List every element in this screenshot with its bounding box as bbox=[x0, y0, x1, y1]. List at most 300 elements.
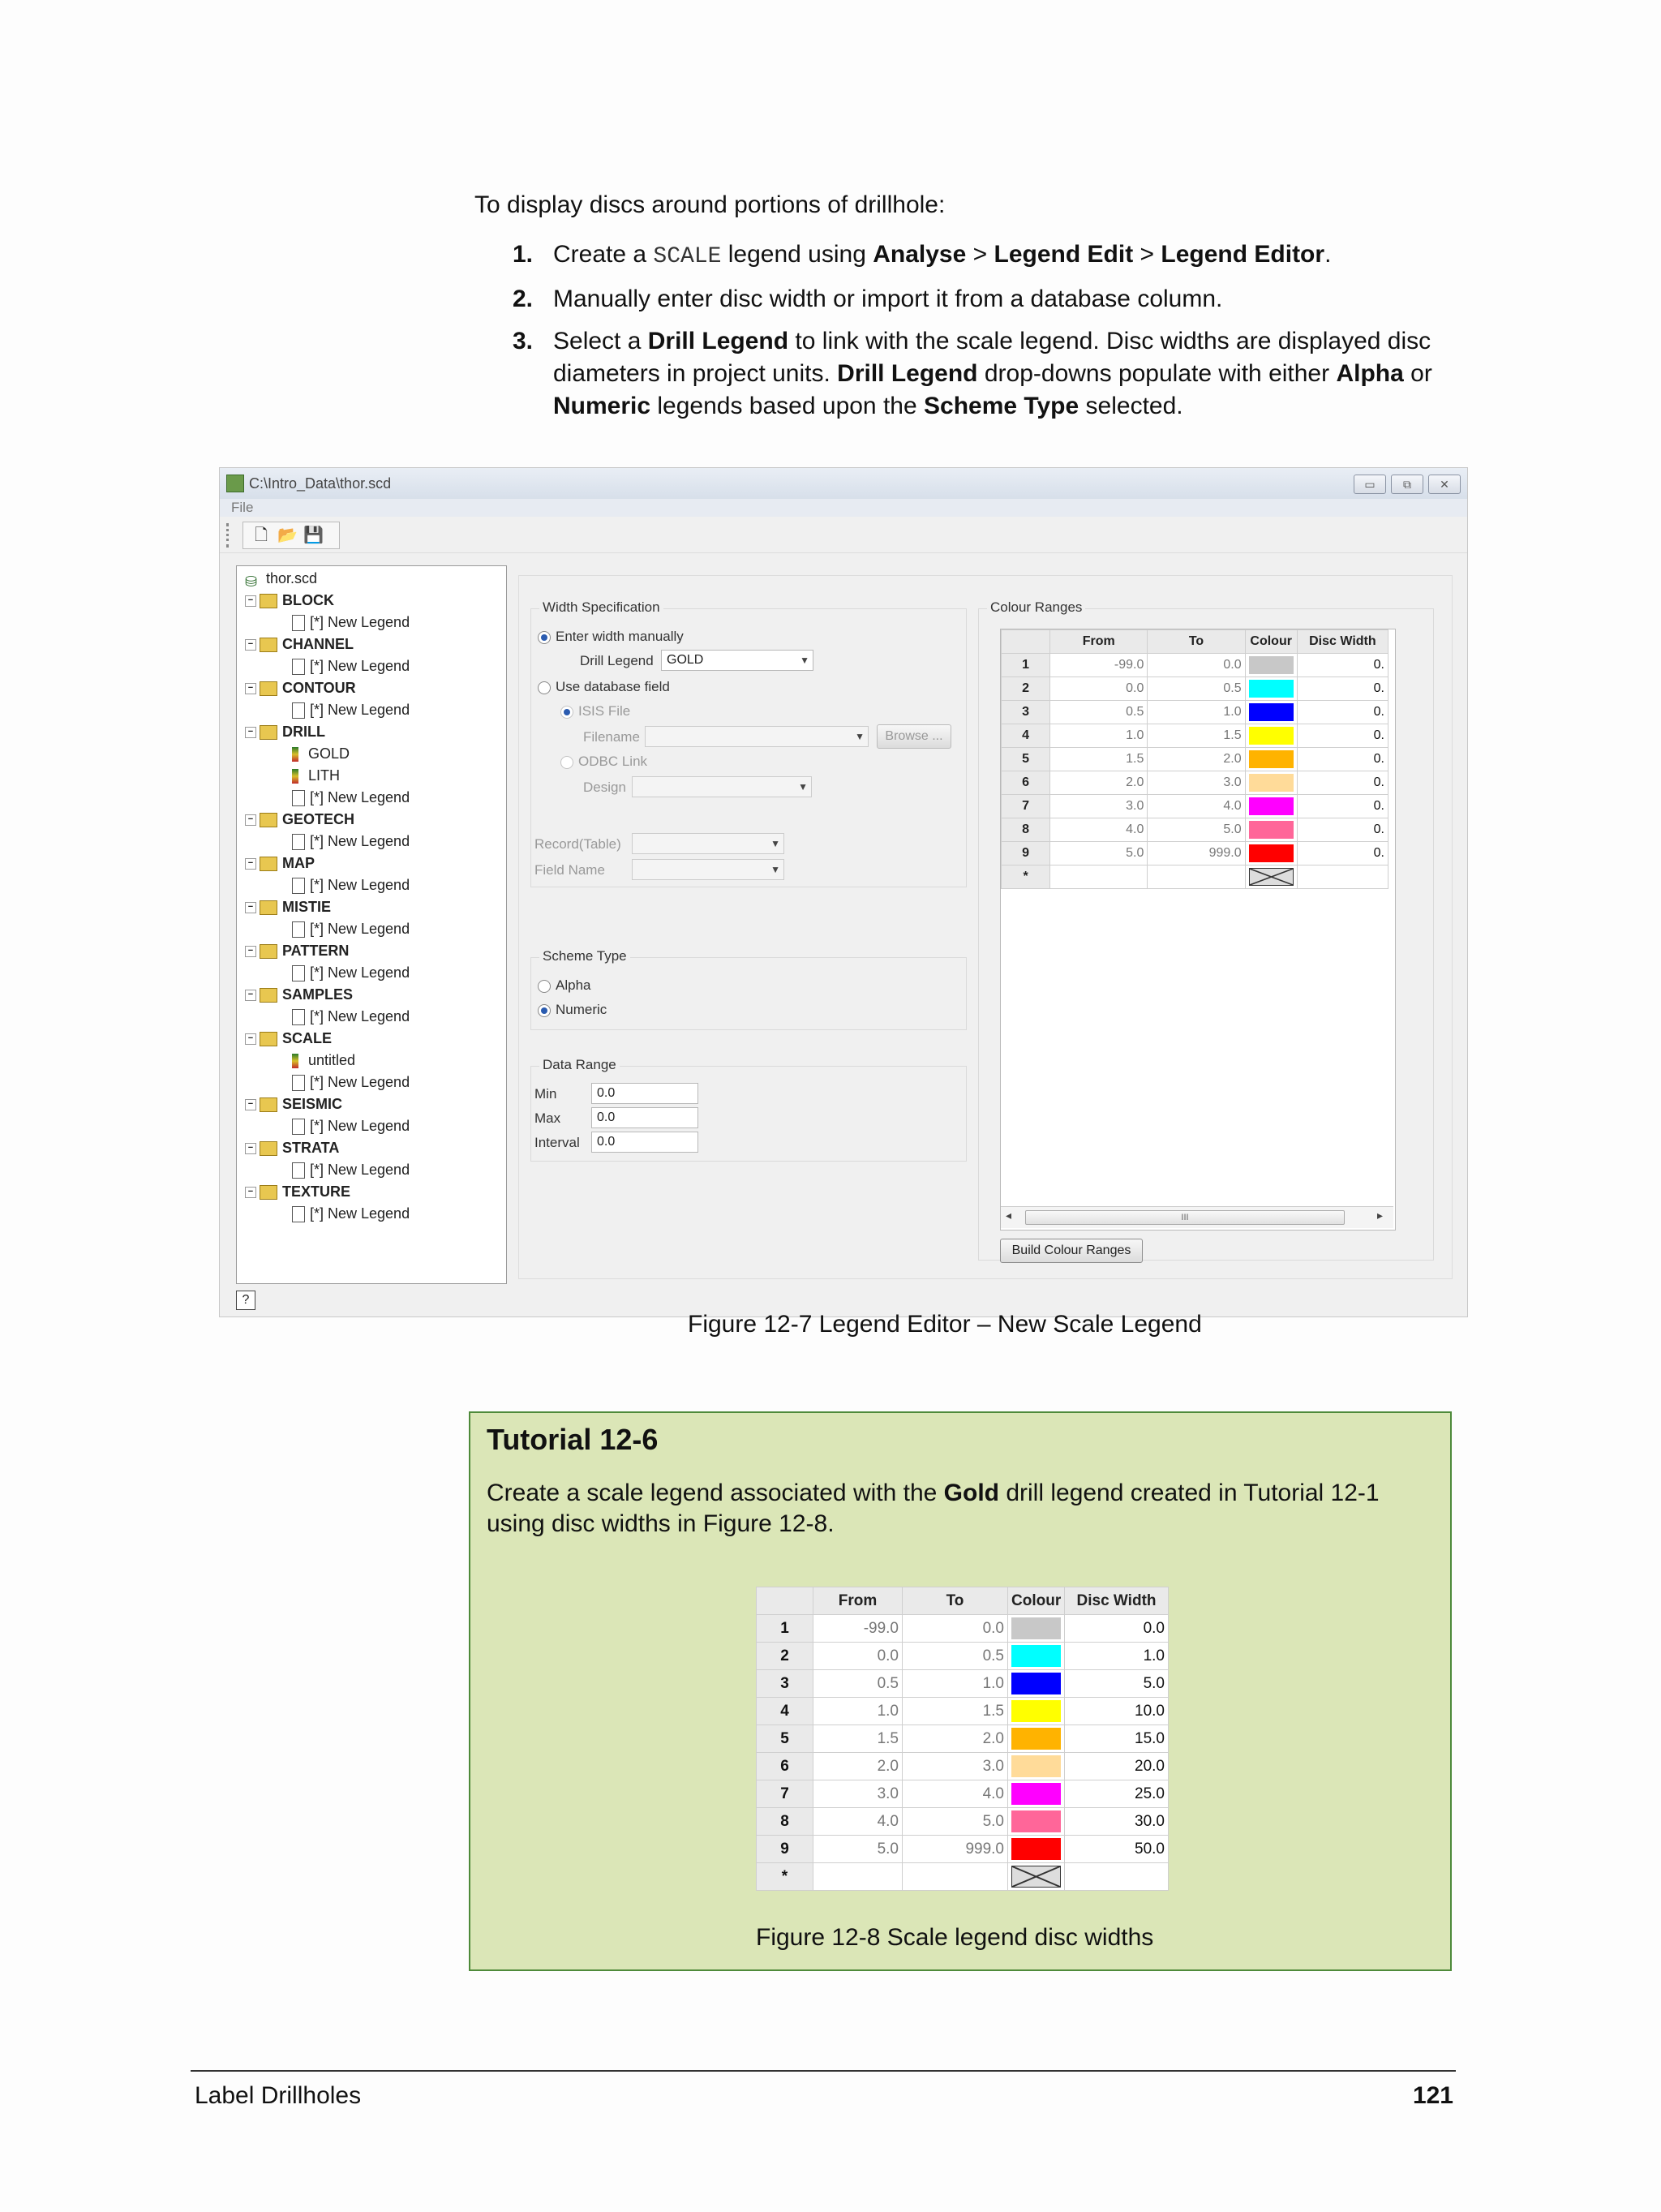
from-cell[interactable]: 1.0 bbox=[1050, 724, 1148, 748]
tree-item-label: [*] New Legend bbox=[310, 658, 410, 674]
from-cell[interactable] bbox=[813, 1863, 903, 1891]
bold-text: Gold bbox=[943, 1480, 999, 1506]
scheme-type-group bbox=[530, 948, 967, 1030]
colour-swatch[interactable] bbox=[1011, 1700, 1061, 1722]
table-row[interactable] bbox=[1002, 795, 1388, 818]
from-cell[interactable]: 1.0 bbox=[813, 1698, 903, 1725]
folder-icon bbox=[260, 638, 277, 652]
to-cell[interactable]: 3.0 bbox=[903, 1753, 1008, 1780]
table-row[interactable] bbox=[757, 1780, 1169, 1808]
new-legend-icon bbox=[292, 965, 305, 981]
tree-category-mistie[interactable] bbox=[245, 896, 331, 917]
to-cell[interactable] bbox=[903, 1863, 1008, 1891]
from-cell[interactable]: -99.0 bbox=[813, 1615, 903, 1643]
maximize-icon[interactable]: ⧉ bbox=[1391, 475, 1423, 494]
to-cell[interactable]: 0.0 bbox=[903, 1615, 1008, 1643]
bold-text: Alpha bbox=[1336, 360, 1404, 387]
row-number: 5 bbox=[757, 1725, 813, 1753]
legend-bar-icon bbox=[292, 747, 298, 762]
table-row[interactable] bbox=[757, 1836, 1169, 1863]
toolbar bbox=[220, 518, 1467, 553]
row-number: 5 bbox=[1002, 748, 1050, 771]
row-number: 6 bbox=[757, 1753, 813, 1780]
text-run: Select a bbox=[553, 328, 648, 354]
menu-file[interactable]: File bbox=[231, 500, 254, 515]
collapse-icon[interactable]: − bbox=[245, 946, 256, 957]
step-number: 2. bbox=[513, 286, 534, 312]
disc-width-cell[interactable]: 25.0 bbox=[1065, 1780, 1169, 1808]
tree-item[interactable] bbox=[292, 1203, 410, 1224]
interval-label: Interval bbox=[534, 1135, 580, 1150]
disc-width-cell[interactable]: 0. bbox=[1297, 677, 1388, 701]
new-legend-icon bbox=[292, 834, 305, 850]
colour-ranges-grid bbox=[1001, 629, 1388, 889]
to-cell[interactable]: 999.0 bbox=[903, 1836, 1008, 1863]
colour-swatch[interactable] bbox=[1249, 821, 1294, 839]
tree-item[interactable] bbox=[292, 918, 410, 939]
collapse-icon[interactable]: − bbox=[245, 902, 256, 913]
step-text bbox=[553, 283, 1470, 316]
row-number: 2 bbox=[757, 1643, 813, 1670]
colour-ranges-title: Colour Ranges bbox=[987, 599, 1085, 616]
min-input[interactable]: 0.0 bbox=[591, 1083, 698, 1104]
colour-swatch[interactable] bbox=[1249, 844, 1294, 862]
from-cell[interactable]: 3.0 bbox=[813, 1780, 903, 1808]
new-file-icon[interactable]: 🗋 bbox=[254, 526, 268, 544]
table-row[interactable] bbox=[1002, 748, 1388, 771]
from-cell[interactable]: 2.0 bbox=[813, 1753, 903, 1780]
colour-swatch[interactable] bbox=[1249, 797, 1294, 815]
use-database-field-radio[interactable] bbox=[538, 679, 670, 695]
design-dropdown[interactable] bbox=[632, 776, 812, 797]
scroll-left-icon[interactable]: ◂ bbox=[1006, 1209, 1012, 1222]
tree-category-contour[interactable] bbox=[245, 677, 356, 698]
tree-item[interactable] bbox=[292, 1006, 410, 1027]
row-number: 7 bbox=[1002, 795, 1050, 818]
table-row[interactable] bbox=[1002, 701, 1388, 724]
record-table-label: Record(Table) bbox=[534, 836, 621, 852]
disc-width-cell[interactable]: 20.0 bbox=[1065, 1753, 1169, 1780]
colour-swatch[interactable] bbox=[1011, 1810, 1061, 1832]
odbc-link-radio[interactable] bbox=[560, 754, 647, 770]
table-row[interactable] bbox=[1002, 818, 1388, 842]
figure-12-8-caption: Figure 12-8 Scale legend disc widths bbox=[756, 1924, 1154, 1951]
row-number: 3 bbox=[757, 1670, 813, 1698]
step-number: 3. bbox=[513, 328, 534, 354]
to-cell[interactable]: 0.0 bbox=[1148, 654, 1245, 677]
chevron-down-icon: ▼ bbox=[770, 864, 780, 875]
disc-width-cell[interactable]: 0. bbox=[1297, 654, 1388, 677]
table-row[interactable] bbox=[757, 1753, 1169, 1780]
colour-cell[interactable] bbox=[1245, 724, 1297, 748]
new-legend-icon bbox=[292, 1206, 305, 1222]
tree-category-drill[interactable] bbox=[245, 721, 325, 742]
text-run: Manually enter disc width or import it from a database column. bbox=[553, 286, 1223, 312]
radio-icon bbox=[538, 980, 551, 993]
drill-legend-label: Drill Legend bbox=[580, 653, 654, 668]
to-cell[interactable]: 1.5 bbox=[1148, 724, 1245, 748]
tree-category-seismic[interactable] bbox=[245, 1093, 342, 1115]
text-run: legends based upon the bbox=[650, 393, 924, 419]
app-icon bbox=[226, 475, 244, 492]
disc-width-cell[interactable]: 0. bbox=[1297, 724, 1388, 748]
to-cell[interactable]: 0.5 bbox=[1148, 677, 1245, 701]
isis-file-radio[interactable] bbox=[560, 703, 630, 719]
tree-category-label: STRATA bbox=[282, 1140, 340, 1156]
tree-item-label: [*] New Legend bbox=[310, 614, 410, 630]
disc-width-cell[interactable]: 0. bbox=[1297, 795, 1388, 818]
tree-item[interactable] bbox=[292, 874, 410, 896]
to-cell[interactable]: 2.0 bbox=[1148, 748, 1245, 771]
grid-corner bbox=[757, 1587, 813, 1615]
colour-swatch[interactable] bbox=[1011, 1783, 1061, 1805]
table-row[interactable] bbox=[757, 1808, 1169, 1836]
numeric-label: Numeric bbox=[556, 1002, 607, 1017]
tree-category-label: BLOCK bbox=[282, 592, 334, 608]
tree-category-label: TEXTURE bbox=[282, 1183, 351, 1200]
new-row[interactable] bbox=[1002, 865, 1388, 889]
tutorial-title: Tutorial 12-6 bbox=[487, 1423, 659, 1456]
filename-dropdown[interactable] bbox=[645, 726, 869, 747]
disc-width-cell[interactable]: 0. bbox=[1297, 748, 1388, 771]
new-legend-icon bbox=[292, 702, 305, 719]
from-cell[interactable]: 2.0 bbox=[1050, 771, 1148, 795]
scroll-right-icon[interactable]: ▸ bbox=[1377, 1209, 1384, 1222]
colour-cell[interactable] bbox=[1245, 818, 1297, 842]
from-cell[interactable]: 5.0 bbox=[813, 1836, 903, 1863]
colour-cell[interactable] bbox=[1008, 1780, 1065, 1808]
colour-swatch[interactable] bbox=[1249, 774, 1294, 792]
enter-width-manually-radio[interactable] bbox=[538, 629, 684, 645]
radio-icon bbox=[538, 1004, 551, 1017]
tutorial-box bbox=[469, 1411, 1452, 1971]
from-cell[interactable]: 0.5 bbox=[1050, 701, 1148, 724]
row-number: 2 bbox=[1002, 677, 1050, 701]
tree-category-map[interactable] bbox=[245, 853, 315, 874]
collapse-icon[interactable]: − bbox=[245, 1033, 256, 1045]
to-cell[interactable] bbox=[1148, 865, 1245, 889]
table-row[interactable] bbox=[1002, 677, 1388, 701]
to-cell[interactable]: 1.5 bbox=[903, 1698, 1008, 1725]
table-row[interactable] bbox=[757, 1615, 1169, 1643]
disc-width-cell[interactable]: 10.0 bbox=[1065, 1698, 1169, 1725]
collapse-icon[interactable]: − bbox=[245, 814, 256, 826]
colour-cell[interactable] bbox=[1008, 1753, 1065, 1780]
tree-item[interactable] bbox=[292, 1159, 410, 1180]
from-cell[interactable]: 5.0 bbox=[1050, 842, 1148, 865]
to-cell[interactable]: 0.5 bbox=[903, 1643, 1008, 1670]
folder-icon bbox=[260, 813, 277, 827]
to-cell[interactable]: 2.0 bbox=[903, 1725, 1008, 1753]
folder-icon bbox=[260, 594, 277, 608]
new-legend-icon bbox=[292, 1009, 305, 1025]
column-header: Colour bbox=[1245, 630, 1297, 654]
chevron-down-icon: ▼ bbox=[855, 731, 865, 742]
minimize-icon[interactable]: ▭ bbox=[1354, 475, 1386, 494]
max-label: Max bbox=[534, 1110, 561, 1126]
folder-icon bbox=[260, 725, 277, 740]
collapse-icon[interactable]: − bbox=[245, 1143, 256, 1154]
colour-cell[interactable] bbox=[1245, 865, 1297, 889]
save-icon[interactable]: 💾 bbox=[303, 526, 324, 544]
colour-swatch[interactable] bbox=[1011, 1838, 1061, 1860]
to-cell[interactable]: 1.0 bbox=[903, 1670, 1008, 1698]
tree-item[interactable] bbox=[292, 962, 410, 983]
tree-item[interactable] bbox=[292, 1072, 410, 1093]
tree-item-label: [*] New Legend bbox=[310, 1118, 410, 1134]
tree-category-channel[interactable] bbox=[245, 634, 354, 655]
new-legend-icon bbox=[292, 1162, 305, 1179]
tree-item[interactable] bbox=[292, 765, 340, 786]
empty-colour-icon[interactable] bbox=[1249, 868, 1294, 886]
collapse-icon[interactable]: − bbox=[245, 683, 256, 694]
scroll-thumb[interactable]: III bbox=[1025, 1210, 1345, 1225]
colour-cell[interactable] bbox=[1008, 1836, 1065, 1863]
table-row[interactable] bbox=[1002, 771, 1388, 795]
colour-cell[interactable] bbox=[1245, 677, 1297, 701]
row-number: 1 bbox=[757, 1615, 813, 1643]
legend-editor-window bbox=[219, 467, 1468, 1317]
alpha-radio[interactable] bbox=[538, 977, 590, 994]
folder-icon bbox=[260, 857, 277, 871]
table-row[interactable] bbox=[1002, 842, 1388, 865]
intro-text: To display discs around portions of drillhole: bbox=[474, 191, 946, 218]
tree-item-label: [*] New Legend bbox=[310, 1008, 410, 1024]
text-run: drop-downs populate with either bbox=[977, 360, 1337, 387]
tree-item[interactable] bbox=[292, 787, 410, 808]
colour-swatch[interactable] bbox=[1011, 1755, 1061, 1777]
disc-width-cell[interactable]: 0. bbox=[1297, 818, 1388, 842]
text-run: legend using bbox=[721, 241, 873, 268]
colour-cell[interactable] bbox=[1245, 701, 1297, 724]
text-run: Create a scale legend associated with the bbox=[487, 1480, 944, 1506]
disc-width-cell[interactable]: 15.0 bbox=[1065, 1725, 1169, 1753]
new-row[interactable] bbox=[757, 1863, 1169, 1891]
collapse-icon[interactable]: − bbox=[245, 1099, 256, 1110]
help-icon[interactable]: ? bbox=[236, 1291, 255, 1310]
scheme-type-title: Scheme Type bbox=[539, 948, 630, 964]
tree-item[interactable] bbox=[292, 699, 410, 720]
tree-category-label: MAP bbox=[282, 855, 315, 871]
toolbar-grip-icon[interactable] bbox=[226, 523, 234, 548]
disc-width-cell[interactable]: 30.0 bbox=[1065, 1808, 1169, 1836]
new-legend-icon bbox=[292, 921, 305, 938]
collapse-icon[interactable]: − bbox=[245, 990, 256, 1001]
tree-category-samples[interactable] bbox=[245, 984, 353, 1005]
from-cell[interactable] bbox=[1050, 865, 1148, 889]
colour-cell[interactable] bbox=[1008, 1863, 1065, 1891]
disc-width-cell[interactable]: 0. bbox=[1297, 842, 1388, 865]
field-name-dropdown[interactable] bbox=[632, 859, 784, 880]
tree-item-label: [*] New Legend bbox=[310, 702, 410, 718]
collapse-icon[interactable]: − bbox=[245, 858, 256, 870]
open-folder-icon[interactable]: 📂 bbox=[277, 526, 298, 544]
odbc-link-label: ODBC Link bbox=[578, 754, 648, 769]
table-row[interactable] bbox=[1002, 724, 1388, 748]
colour-cell[interactable] bbox=[1245, 771, 1297, 795]
colour-swatch[interactable] bbox=[1249, 680, 1294, 698]
to-cell[interactable]: 4.0 bbox=[1148, 795, 1245, 818]
colour-swatch[interactable] bbox=[1249, 750, 1294, 768]
disc-width-cell[interactable]: 50.0 bbox=[1065, 1836, 1169, 1863]
colour-cell[interactable] bbox=[1008, 1698, 1065, 1725]
to-cell[interactable]: 5.0 bbox=[903, 1808, 1008, 1836]
column-header: From bbox=[813, 1587, 903, 1615]
disc-width-table bbox=[756, 1587, 1169, 1891]
page-number: 121 bbox=[1412, 2082, 1453, 2109]
tree-item[interactable] bbox=[292, 831, 410, 852]
colour-cell[interactable] bbox=[1245, 654, 1297, 677]
tree-item[interactable] bbox=[292, 743, 350, 764]
colour-swatch[interactable] bbox=[1011, 1673, 1061, 1694]
build-colour-ranges-button[interactable]: Build Colour Ranges bbox=[1000, 1239, 1143, 1263]
bold-text: Legend Editor bbox=[1161, 241, 1325, 268]
colour-cell[interactable] bbox=[1008, 1725, 1065, 1753]
tree-item-label: [*] New Legend bbox=[310, 1074, 410, 1090]
tree-root[interactable] bbox=[245, 568, 317, 589]
table-row[interactable] bbox=[757, 1670, 1169, 1698]
empty-colour-icon[interactable] bbox=[1011, 1866, 1061, 1888]
numeric-radio[interactable] bbox=[538, 1002, 607, 1018]
toolbar-buttons bbox=[242, 522, 340, 549]
tree-category-scale[interactable] bbox=[245, 1028, 332, 1049]
chevron-down-icon: ▼ bbox=[800, 655, 809, 666]
colour-cell[interactable] bbox=[1245, 795, 1297, 818]
colour-cell[interactable] bbox=[1245, 842, 1297, 865]
row-number: 8 bbox=[757, 1808, 813, 1836]
disc-width-cell[interactable] bbox=[1065, 1863, 1169, 1891]
filename-label: Filename bbox=[583, 729, 640, 745]
from-cell[interactable]: -99.0 bbox=[1050, 654, 1148, 677]
folder-icon bbox=[260, 1141, 277, 1156]
collapse-icon[interactable]: − bbox=[245, 595, 256, 607]
folder-icon bbox=[260, 1032, 277, 1046]
interval-input[interactable]: 0.0 bbox=[591, 1132, 698, 1153]
new-row-marker: * bbox=[757, 1863, 813, 1891]
data-range-group bbox=[530, 1057, 967, 1162]
tree-category-texture[interactable] bbox=[245, 1181, 350, 1202]
tree-item[interactable] bbox=[292, 1115, 410, 1136]
tree-category-label: GEOTECH bbox=[282, 811, 355, 827]
min-label: Min bbox=[534, 1086, 557, 1102]
collapse-icon[interactable]: − bbox=[245, 639, 256, 651]
record-table-dropdown[interactable] bbox=[632, 833, 784, 854]
steps-list bbox=[513, 238, 1470, 432]
table-row[interactable] bbox=[757, 1643, 1169, 1670]
tree-category-label: CONTOUR bbox=[282, 680, 356, 696]
tree-item[interactable] bbox=[292, 1050, 355, 1071]
alpha-label: Alpha bbox=[556, 977, 591, 993]
row-number: 6 bbox=[1002, 771, 1050, 795]
disc-width-cell[interactable]: 0. bbox=[1297, 701, 1388, 724]
colour-cell[interactable] bbox=[1008, 1670, 1065, 1698]
from-cell[interactable]: 1.5 bbox=[813, 1725, 903, 1753]
radio-icon bbox=[560, 706, 573, 719]
folder-icon bbox=[260, 900, 277, 915]
to-cell[interactable]: 999.0 bbox=[1148, 842, 1245, 865]
from-cell[interactable]: 3.0 bbox=[1050, 795, 1148, 818]
new-legend-icon bbox=[292, 790, 305, 806]
tree-category-block[interactable] bbox=[245, 590, 334, 611]
close-icon[interactable]: ✕ bbox=[1428, 475, 1461, 494]
max-input[interactable]: 0.0 bbox=[591, 1107, 698, 1128]
radio-icon bbox=[538, 681, 551, 694]
chevron-down-icon: ▼ bbox=[770, 838, 780, 849]
from-cell[interactable]: 0.0 bbox=[813, 1643, 903, 1670]
disc-width-cell[interactable] bbox=[1297, 865, 1388, 889]
collapse-icon[interactable]: − bbox=[245, 1187, 256, 1198]
tree-category-geotech[interactable] bbox=[245, 809, 354, 830]
from-cell[interactable]: 0.0 bbox=[1050, 677, 1148, 701]
from-cell[interactable]: 0.5 bbox=[813, 1670, 903, 1698]
colour-cell[interactable] bbox=[1008, 1643, 1065, 1670]
from-cell[interactable]: 1.5 bbox=[1050, 748, 1148, 771]
table-row[interactable] bbox=[757, 1725, 1169, 1753]
to-cell[interactable]: 4.0 bbox=[903, 1780, 1008, 1808]
drill-legend-dropdown[interactable] bbox=[661, 650, 813, 671]
tree-item[interactable] bbox=[292, 655, 410, 676]
project-icon: ⛁ bbox=[245, 573, 258, 591]
folder-icon bbox=[260, 1185, 277, 1200]
disc-width-cell[interactable]: 0. bbox=[1297, 771, 1388, 795]
from-cell[interactable]: 4.0 bbox=[813, 1808, 903, 1836]
enter-width-manually-label: Enter width manually bbox=[556, 629, 684, 644]
to-cell[interactable]: 3.0 bbox=[1148, 771, 1245, 795]
text-run: drill legend created in Tutorial 12-1 using disc widths in Figure 12-8. bbox=[487, 1480, 1380, 1537]
tree-category-label: DRILL bbox=[282, 724, 325, 740]
tree-item-label: [*] New Legend bbox=[310, 789, 410, 805]
data-range-title: Data Range bbox=[539, 1057, 620, 1073]
table-row[interactable] bbox=[757, 1698, 1169, 1725]
colour-cell[interactable] bbox=[1008, 1615, 1065, 1643]
tree-category-label: SAMPLES bbox=[282, 986, 354, 1003]
browse-button[interactable]: Browse ... bbox=[877, 724, 951, 749]
row-number: 9 bbox=[757, 1836, 813, 1863]
disc-width-cell[interactable]: 0.0 bbox=[1065, 1615, 1169, 1643]
disc-width-cell[interactable]: 5.0 bbox=[1065, 1670, 1169, 1698]
colour-cell[interactable] bbox=[1245, 748, 1297, 771]
colour-swatch[interactable] bbox=[1011, 1645, 1061, 1667]
colour-cell[interactable] bbox=[1008, 1808, 1065, 1836]
footer-rule bbox=[191, 2070, 1456, 2072]
tree-item[interactable] bbox=[292, 612, 410, 633]
horizontal-scrollbar[interactable] bbox=[1001, 1206, 1393, 1228]
to-cell[interactable]: 5.0 bbox=[1148, 818, 1245, 842]
row-number: 3 bbox=[1002, 701, 1050, 724]
figure-12-7-caption: Figure 12-7 Legend Editor – New Scale Legend bbox=[688, 1311, 1202, 1338]
grid-header-row bbox=[1002, 630, 1388, 654]
colour-swatch[interactable] bbox=[1011, 1728, 1061, 1750]
table-row[interactable] bbox=[1002, 654, 1388, 677]
tree-category-pattern[interactable] bbox=[245, 940, 349, 961]
from-cell[interactable]: 4.0 bbox=[1050, 818, 1148, 842]
text-run: . bbox=[1324, 241, 1332, 268]
disc-width-cell[interactable]: 1.0 bbox=[1065, 1643, 1169, 1670]
use-database-field-label: Use database field bbox=[556, 679, 670, 694]
tree-item-label: GOLD bbox=[308, 745, 350, 762]
to-cell[interactable]: 1.0 bbox=[1148, 701, 1245, 724]
text-run: to link with the scale legend. Disc widths are displayed disc diameters in project units. bbox=[553, 328, 1431, 387]
colour-swatch[interactable] bbox=[1249, 727, 1294, 745]
drill-legend-value: GOLD bbox=[667, 653, 704, 667]
collapse-icon[interactable]: − bbox=[245, 727, 256, 738]
tree-category-strata[interactable] bbox=[245, 1137, 339, 1158]
colour-swatch[interactable] bbox=[1249, 703, 1294, 721]
colour-swatch[interactable] bbox=[1011, 1617, 1061, 1639]
colour-swatch[interactable] bbox=[1249, 656, 1294, 674]
legend-tree[interactable] bbox=[236, 565, 507, 1284]
bold-text: Drill Legend bbox=[837, 360, 978, 387]
